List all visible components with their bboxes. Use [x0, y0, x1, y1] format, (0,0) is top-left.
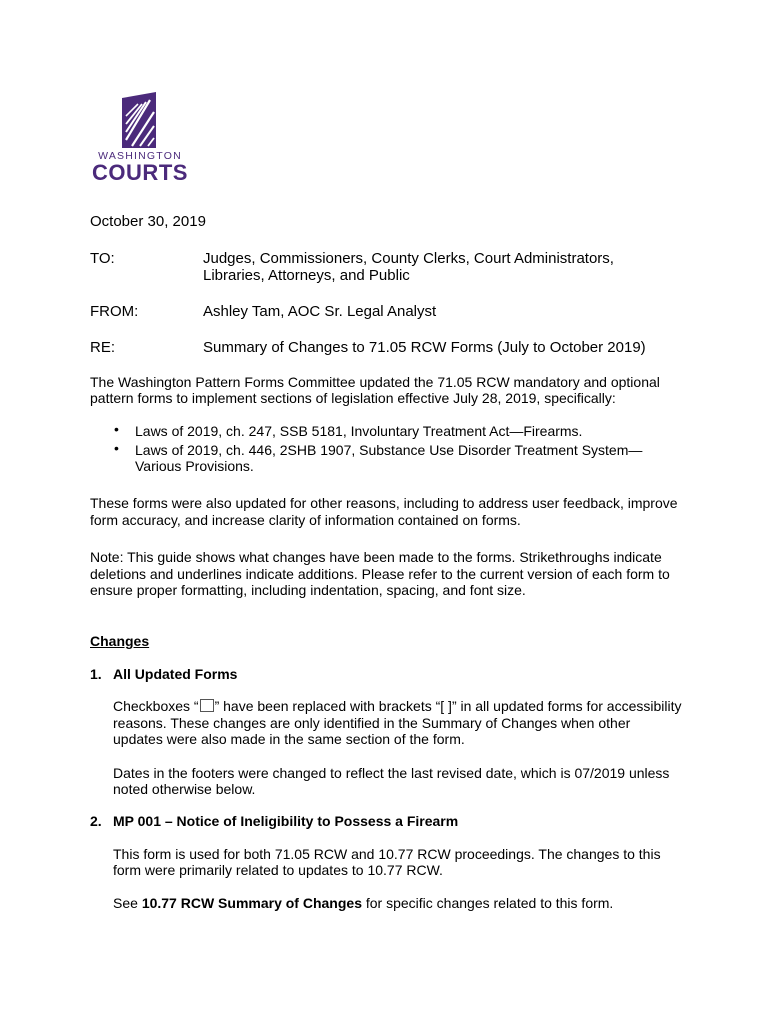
memo-date: October 30, 2019 — [90, 213, 206, 230]
bullet-2-line2: Various Provisions. — [135, 458, 254, 474]
from-value: Ashley Tam, AOC Sr. Legal Analyst — [203, 303, 437, 320]
bullet-dot-1: • — [114, 421, 119, 437]
intro-line2: pattern forms to implement sections of legislation effective July 28, 2019, specifically: — [90, 390, 616, 406]
bullet-1: Laws of 2019, ch. 247, SSB 5181, Involuntary Treatment Act—Firearms. — [135, 423, 583, 439]
washington-courts-logo — [90, 92, 190, 187]
section1-title: All Updated Forms — [113, 666, 238, 682]
section1-p1-line2: reasons. These changes are only identified in the Summary of Changes when other — [113, 715, 631, 731]
section2-number: 2. — [90, 813, 102, 829]
re-value: Summary of Changes to 71.05 RCW Forms (July to October 2019) — [203, 339, 646, 356]
note-line3: ensure proper formatting, including indentation, spacing, and font size. — [90, 582, 526, 598]
section1-p1-pre: Checkboxes “ — [113, 698, 199, 714]
section1-p1-post: ” have been replaced with brackets “[ ]” in all updated forms for accessibility — [214, 698, 682, 714]
note-line1: Note: This guide shows what changes have been made to the forms. Strikethroughs indicate — [90, 549, 662, 565]
see-bold-link: 10.77 RCW Summary of Changes — [141, 895, 362, 911]
section1-p1-line3: updates were also made in the same section of the form. — [113, 731, 465, 747]
courts-emblem-icon — [120, 92, 160, 148]
to-line2: Libraries, Attorneys, and Public — [203, 267, 410, 284]
section2-see-line — [113, 895, 613, 912]
section1-p1-line1 — [113, 698, 681, 715]
checkbox-icon — [200, 699, 214, 712]
section2-p1-line1: This form is used for both 71.05 RCW and 10.77 RCW proceedings. The changes to this — [113, 846, 661, 862]
section1-number: 1. — [90, 666, 102, 682]
section1-p2-line1: Dates in the footers were changed to reflect the last revised date, which is 07/2019 unless — [113, 765, 670, 781]
to-label: TO: — [90, 250, 115, 267]
re-label: RE: — [90, 339, 116, 356]
to-line1: Judges, Commissioners, County Clerks, Court Administrators, — [203, 250, 614, 267]
bullet-2-line1: Laws of 2019, ch. 446, 2SHB 1907, Substance Use Disorder Treatment System— — [135, 442, 643, 458]
from-label: FROM: — [90, 303, 139, 320]
see-pre: See — [113, 895, 142, 911]
see-post: for specific changes related to this form. — [361, 895, 614, 911]
logo-line2: COURTS — [92, 160, 188, 185]
intro-line1: The Washington Pattern Forms Committee updated the 71.05 RCW mandatory and optional — [90, 374, 660, 390]
changes-heading: Changes — [90, 633, 150, 649]
bullet-dot-2: • — [114, 440, 119, 456]
section1-p2-line2: noted otherwise below. — [113, 781, 256, 797]
note-line2: deletions and underlines indicate additions. Please refer to the current version of each form to — [90, 566, 670, 582]
section2-p1-line2: form were primarily related to updates to 10.77 RCW. — [113, 862, 443, 878]
other-line2: form accuracy, and increase clarity of information contained on forms. — [90, 512, 521, 528]
section2-title: MP 001 – Notice of Ineligibility to Possess a Firearm — [113, 813, 459, 829]
other-line1: These forms were also updated for other reasons, including to address user feedback, improve — [90, 495, 678, 511]
logo-line1: WASHINGTON — [98, 150, 182, 162]
